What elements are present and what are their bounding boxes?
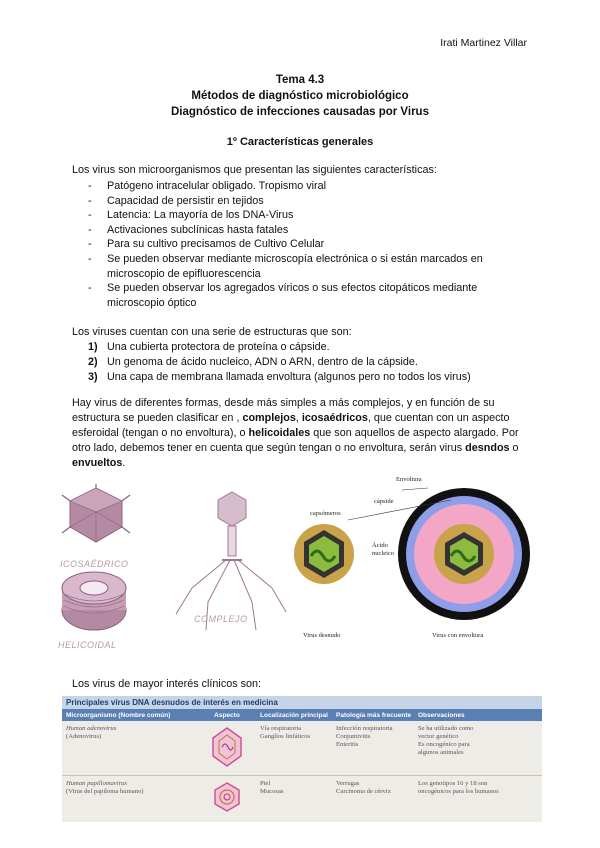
text: , <box>295 412 302 424</box>
characteristics-list <box>88 179 528 310</box>
location: Piel <box>260 780 271 787</box>
list-number: 1) <box>88 341 98 353</box>
table-cell <box>62 776 198 816</box>
table-header: Aspecto <box>214 711 240 719</box>
helical-virus-image <box>62 572 126 630</box>
table-cell <box>332 776 414 816</box>
table-cell <box>256 776 332 816</box>
label-virus-desnudo: Virus desnudo <box>303 632 341 639</box>
virus-illustrations <box>56 484 548 650</box>
table-cell <box>414 721 542 775</box>
table-title: Principales virus DNA desnudos de interés en medicina <box>62 696 542 709</box>
bold-term: icosaédricos <box>301 412 368 424</box>
list-item <box>88 340 528 355</box>
table-header: Microorganismo (Nombre común) <box>66 711 171 719</box>
pathology: Conjuntivitis <box>336 733 371 740</box>
table-cell <box>198 776 256 816</box>
virus-figures <box>56 476 548 650</box>
topic-title: Tema 4.3 <box>275 74 325 86</box>
list-item: - Capacidad de persistir en tejidos <box>88 194 528 209</box>
virus-name: Human adenovirus <box>66 725 117 732</box>
icosahedral-caption: ICOSAÉDRICO <box>60 559 129 569</box>
subtitle-2: Diagnóstico de infecciones causadas por Virus <box>171 106 429 118</box>
pathology: Infección respiratoria <box>336 725 393 732</box>
table-cell <box>414 776 542 816</box>
list-text: Una cubierta protectora de proteína o cápside. <box>107 341 330 353</box>
subtitle: Métodos de diagnóstico microbiológico <box>191 90 409 102</box>
observation: algunos animales <box>418 749 464 756</box>
icosahedral-virus-image <box>62 484 130 542</box>
adenovirus-icon <box>210 725 244 769</box>
list-item: - Para su cultivo precisamos de Cultivo Celular <box>88 237 528 252</box>
list-item: - Patógeno intracelular obligado. Tropismo viral <box>88 179 528 194</box>
text: Hay virus de diferentes formas, desde más simples a más complejos, y en función de su estructura se pueden clasificar en , <box>72 397 495 424</box>
complex-caption: COMPLEJO <box>194 614 248 624</box>
forms-paragraph <box>72 396 534 471</box>
list-number: 2) <box>88 356 98 368</box>
observation: Es oncogénico para <box>418 741 470 748</box>
observation: Los genotipos 16 y 18 son <box>418 780 488 787</box>
table-header: Patología más frecuente <box>336 711 412 719</box>
list-text: Una capa de membrana llamada envoltura (algunos pero no todos los virus) <box>107 371 471 383</box>
table-header: Localización principal <box>260 711 328 719</box>
bold-term: helicoidales <box>248 427 311 439</box>
text: . <box>122 457 126 469</box>
text: o <box>509 442 519 454</box>
list-item: - Se pueden observar los agregados víricos o sus efectos citopáticos mediante microscopio óptico <box>88 281 528 310</box>
list-text: Un genoma de ácido nucleico, ADN o ARN, dentro de la cápside. <box>107 356 418 368</box>
bold-term: complejos <box>242 412 296 424</box>
observation: oncogénicos para los humanos <box>418 788 499 795</box>
papillomavirus-icon <box>210 780 244 814</box>
enveloped-virus-diagram <box>398 488 530 620</box>
list-item <box>88 370 528 385</box>
document-titles <box>0 72 600 120</box>
text: que son aquellos de aspecto alargado. Por otro lado, debemos tener en cuenta que según tengan o no envoltura, serán virus <box>72 427 519 454</box>
virus-table <box>62 696 542 822</box>
pathology: Carcinoma de cérvix <box>336 788 391 795</box>
table-cell <box>62 721 198 775</box>
intro-paragraph: Los virus son microorganismos que presentan las siguientes características: <box>72 164 437 176</box>
complex-virus-image <box>176 492 286 630</box>
location: Mucosas <box>260 788 284 795</box>
table-header-row <box>62 709 542 721</box>
label-acido: Ácido <box>372 542 388 549</box>
location: Ganglios linfáticos <box>260 733 310 740</box>
location: Vía respiratoria <box>260 725 302 732</box>
list-item <box>88 355 528 370</box>
helical-caption: HELICOIDAL <box>58 640 117 650</box>
section-heading: 1º Características generales <box>226 136 374 148</box>
list-number: 3) <box>88 371 98 383</box>
common-name: (Adenovirus) <box>66 733 102 740</box>
list-item: - Latencia: La mayoría de los DNA-Virus <box>88 208 528 223</box>
table-cell <box>332 721 414 775</box>
bold-term: desndos <box>465 442 510 454</box>
pathology: Enteritis <box>336 741 359 748</box>
common-name: (Virus del papiloma humano) <box>66 788 144 795</box>
label-envoltura: Envoltura <box>396 476 422 483</box>
text: , que cuentan con un aspecto esferoidal (tengan o no envoltura), o <box>72 412 510 439</box>
table-header: Observaciones <box>418 711 465 719</box>
list-item: - Activaciones subclínicas hasta fatales <box>88 223 528 238</box>
naked-virus-diagram <box>294 524 354 584</box>
label-capsida: cápside <box>374 498 394 505</box>
structures-list <box>88 340 528 385</box>
label-capsomeros: capsómeros <box>310 510 341 517</box>
label-virus-envuelto: Virus con envoltura <box>432 632 484 639</box>
virus-name: Human papillomavirus <box>66 780 127 787</box>
table-row <box>62 776 542 816</box>
table-row <box>62 721 542 776</box>
observation: Se ha utilizado como <box>418 725 474 732</box>
table-intro: Los virus de mayor interés clínicos son: <box>72 678 262 690</box>
label-nucleico: nucleico <box>372 550 395 557</box>
structures-intro: Los viruses cuentan con una serie de estructuras que son: <box>72 326 352 338</box>
bold-term: envueltos <box>72 457 123 469</box>
table-cell <box>256 721 332 775</box>
observation: vector genético <box>418 733 459 740</box>
author-name: Irati Martinez Villar <box>440 37 527 49</box>
list-item: - Se pueden observar mediante microscopía electrónica o si están marcados en microscopio de epifluorescencia <box>88 252 528 281</box>
table-cell <box>198 721 256 775</box>
pathology: Verrugas <box>336 780 360 787</box>
